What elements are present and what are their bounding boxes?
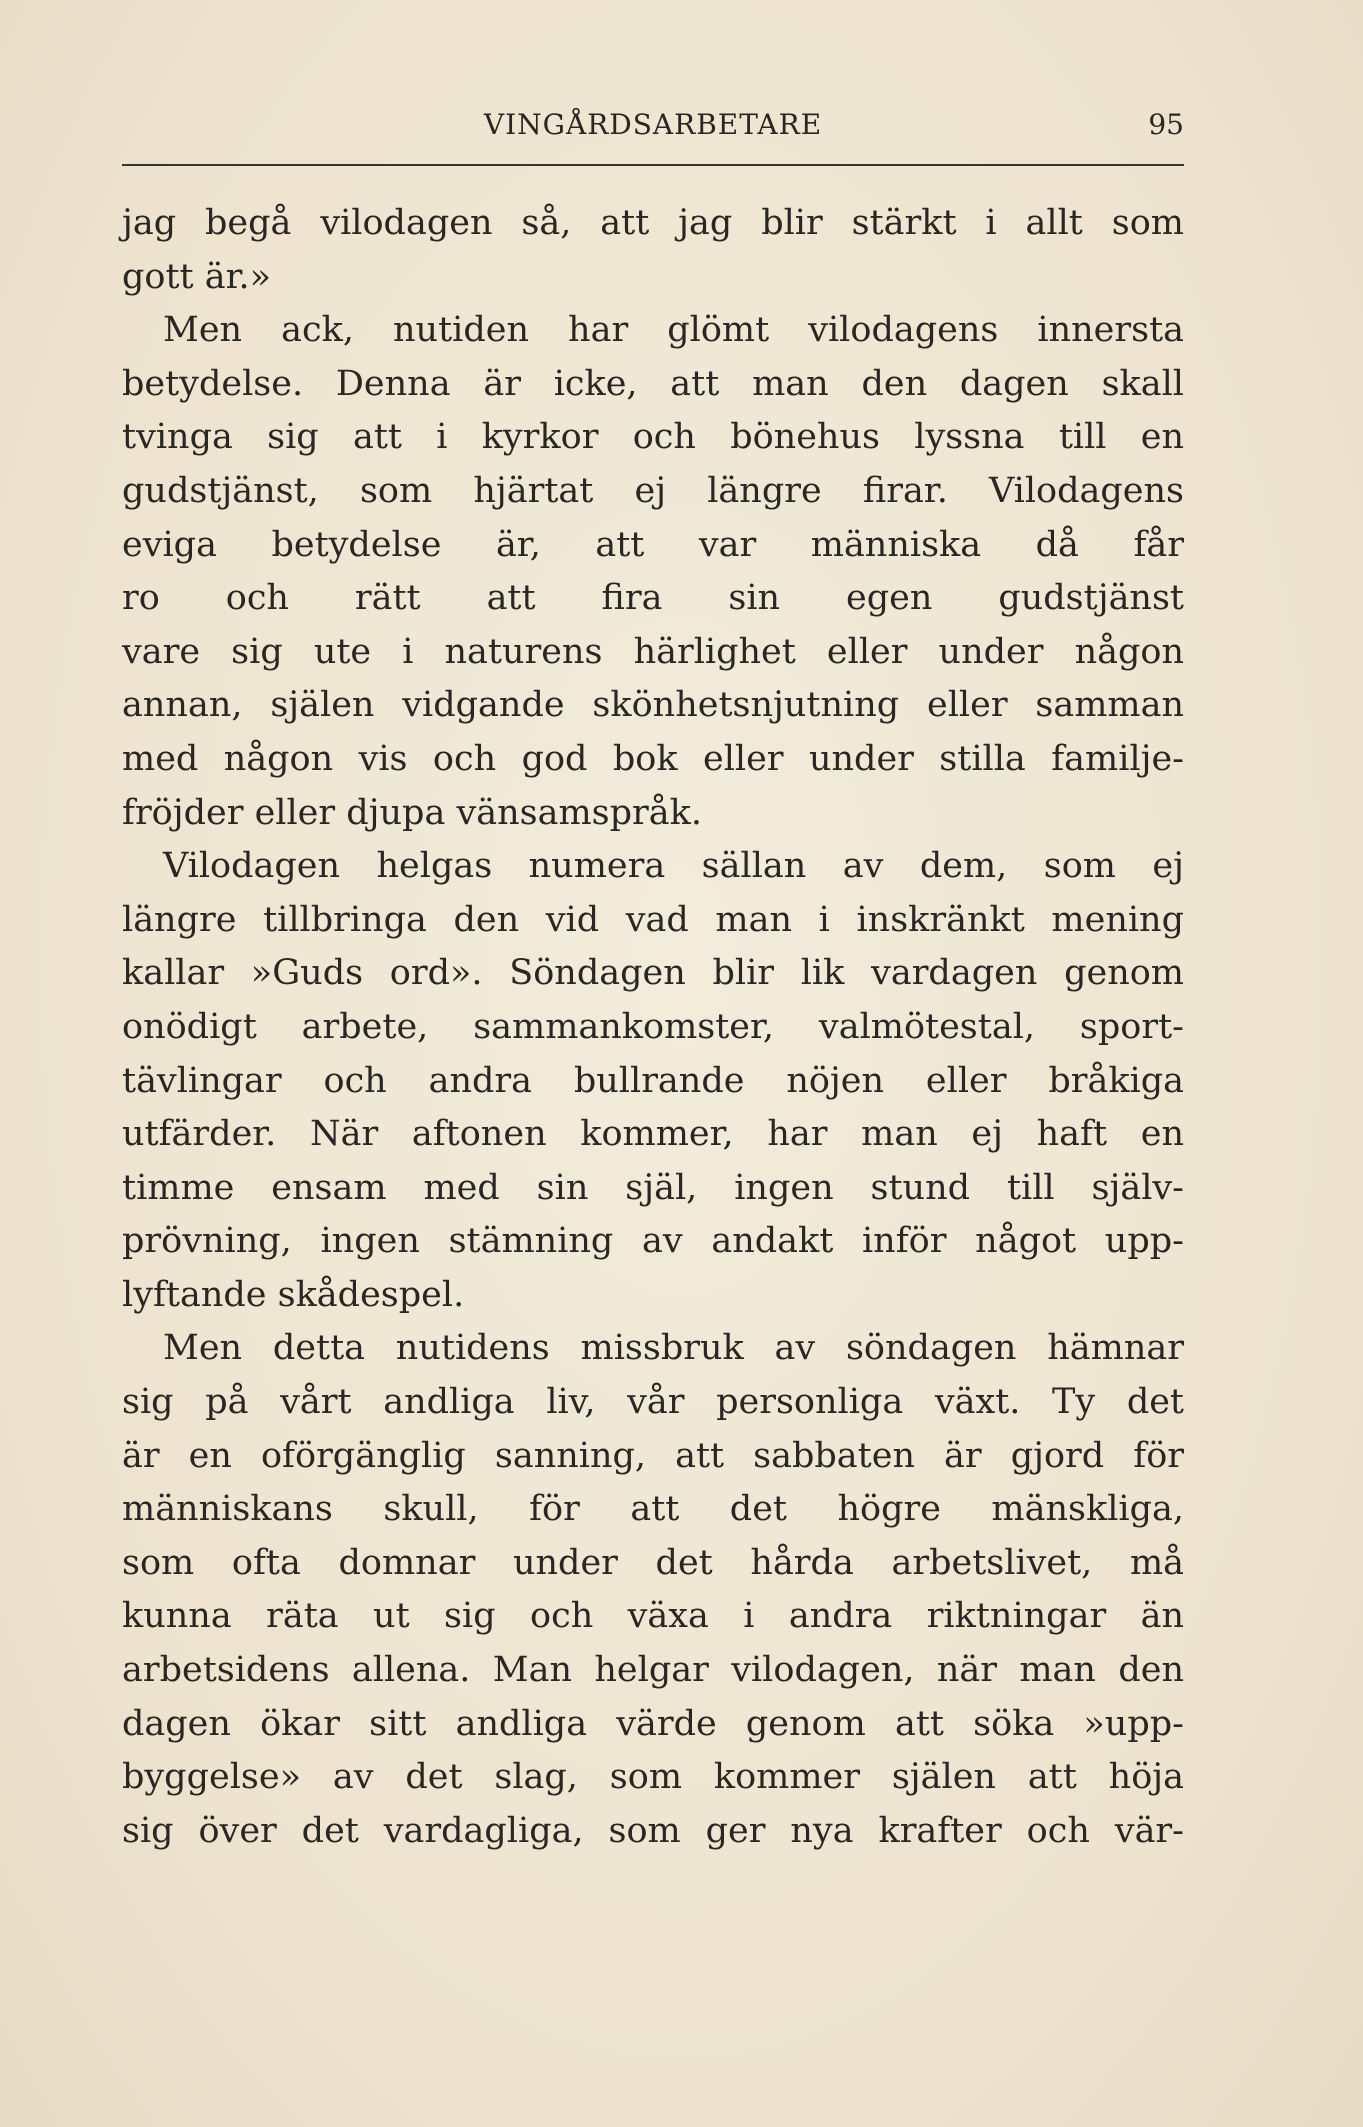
text-line: sig över det vardagliga, som ger nya krafter och vär- [122,1810,1184,1851]
text-line: annan, själen vidgande skönhetsnjutning eller samman [122,685,1184,726]
text-line: eviga betydelse är, att var människa då får [122,524,1184,565]
text-line: som ofta domnar under det hårda arbetslivet, må [122,1542,1184,1583]
text-line: gudstjänst, som hjärtat ej längre firar. Vilodagens [122,470,1184,511]
text-line: arbetsidens allena. Man helgar vilodagen, när man den [122,1650,1184,1691]
text-line: dagen ökar sitt andliga värde genom att söka »upp- [122,1703,1184,1744]
text-line: kunna räta ut sig och växa i andra riktningar än [122,1596,1184,1637]
text-line: prövning, ingen stämning av andakt inför något upp- [122,1221,1184,1262]
text-line: Vilodagen helgas numera sällan av dem, som ej [163,846,1184,887]
text-line: betydelse. Denna är icke, att man den dagen skall [122,363,1184,404]
text-line: vare sig ute i naturens härlighet eller under någon [122,631,1184,672]
body-text [122,197,1184,1858]
text-line: jag begå vilodagen så, att jag blir stärkt i allt som [122,203,1184,243]
text-line: ro och rätt att fira sin egen gudstjänst [122,578,1184,619]
text-line: tvinga sig att i kyrkor och bönehus lyssna till en [122,417,1184,458]
text-line: utfärder. När aftonen kommer, har man ej haft en [122,1114,1184,1155]
text-line: sig på vårt andliga liv, vår personliga växt. Ty det [122,1382,1184,1423]
text-line: gott är.» [122,256,272,297]
page-number: 95 [1148,108,1184,141]
text-line: tävlingar och andra bullrande nöjen eller bråkiga [122,1060,1184,1101]
header-rule [122,164,1184,166]
text-line: Men ack, nutiden har glömt vilodagens innersta [163,310,1184,351]
text-line: lyftande skådespel. [122,1274,465,1315]
text-line: fröjder eller djupa vänsamspråk. [122,792,702,833]
text-line: människans skull, för att det högre mänskliga, [122,1489,1184,1530]
text-line: längre tillbringa den vid vad man i inskränkt mening [122,899,1184,940]
text-line: timme ensam med sin själ, ingen stund till själv- [122,1167,1184,1208]
running-header [122,105,1184,145]
text-line: onödigt arbete, sammankomster, valmötestal, sport- [122,1006,1184,1047]
text-line: med någon vis och god bok eller under stilla familje- [122,738,1184,779]
running-title: VINGÅRDSARBETARE [483,108,823,141]
text-line: byggelse» av det slag, som kommer själen att höja [122,1757,1184,1798]
text-line: kallar »Guds ord». Söndagen blir lik vardagen genom [122,953,1184,994]
text-line: är en oförgänglig sanning, att sabbaten är gjord för [122,1435,1184,1476]
text-line: Men detta nutidens missbruk av söndagen hämnar [163,1328,1184,1369]
